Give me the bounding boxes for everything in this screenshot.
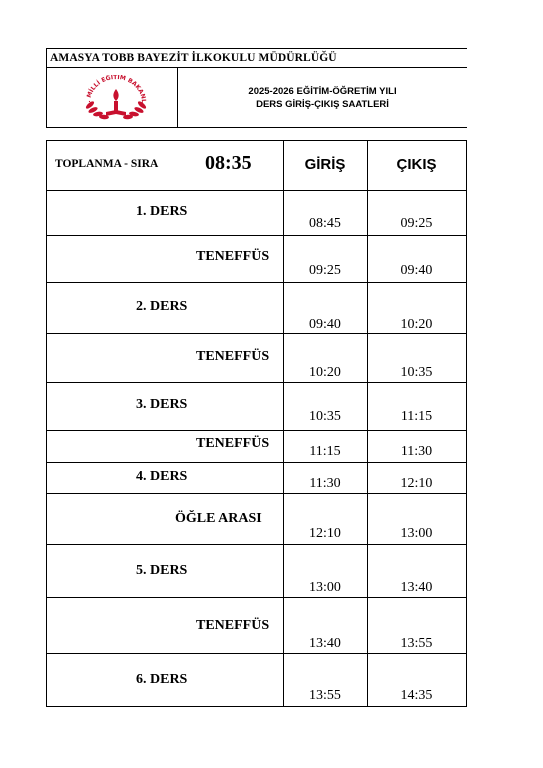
school-name: AMASYA TOBB BAYEZİT İLKOKULU MÜDÜRLÜĞÜ [50, 52, 337, 64]
entry-time: 13:55 [309, 688, 341, 703]
header-divider [46, 67, 467, 68]
exit-time: 10:35 [400, 365, 433, 380]
row-line [46, 282, 467, 283]
table-bottom-border [46, 706, 467, 707]
row-label: 6. DERS [136, 672, 188, 687]
exit-time: 09:40 [400, 263, 433, 278]
svg-text:T.C. MİLLİ EĞİTİM BAKANLIĞI [70, 75, 147, 103]
header-bottom-border [46, 127, 467, 128]
row-line [46, 382, 467, 383]
row-label: 3. DERS [136, 397, 188, 412]
entry-time: 13:00 [309, 580, 341, 595]
row-line [46, 544, 467, 545]
exit-time: 09:25 [400, 216, 433, 231]
row-label: TENEFFÜS [196, 349, 270, 364]
entry-time: 11:30 [309, 476, 341, 491]
exit-time: 12:10 [400, 476, 433, 491]
entry-time: 09:25 [309, 263, 341, 278]
row-label: ÖĞLE ARASI [175, 511, 262, 526]
row-line [46, 493, 467, 494]
row-label: TENEFFÜS [196, 249, 270, 264]
table-top-border [46, 140, 467, 141]
row-label: TENEFFÜS [196, 436, 270, 451]
exit-time: 13:00 [400, 526, 433, 541]
entry-time: 11:15 [309, 444, 341, 459]
row-label: 2. DERS [136, 299, 188, 314]
header-inner-divider [177, 67, 178, 128]
table-right-border [466, 140, 467, 706]
exit-time: 11:15 [400, 409, 433, 424]
assembly-time: 08:35 [205, 152, 252, 174]
exit-time: 13:55 [400, 636, 433, 651]
table-left-border [46, 140, 47, 706]
exit-column-header: ÇIKIŞ [396, 156, 437, 173]
row-line [46, 430, 467, 431]
header-top-border [46, 48, 467, 49]
exit-time: 10:20 [400, 317, 433, 332]
row-line [46, 653, 467, 654]
schedule-subtitle: DERS GİRİŞ-ÇIKIŞ SAATLERİ [256, 99, 389, 110]
entry-time: 10:35 [309, 409, 341, 424]
row-label: 4. DERS [136, 469, 188, 484]
assembly-label: TOPLANMA - SIRA [55, 158, 159, 170]
row-line [46, 597, 467, 598]
row-label: TENEFFÜS [196, 618, 270, 633]
entry-time: 13:40 [309, 636, 341, 651]
ministry-emblem-icon [70, 75, 162, 121]
row-label: 5. DERS [136, 563, 188, 578]
ministry-logo [70, 75, 162, 121]
logo-text: . MİLLİ EĞİTİM BAKANL [84, 75, 148, 104]
academic-year-title: 2025-2026 EĞİTİM-ÖĞRETİM YILI [248, 86, 397, 97]
entry-column-header: GİRİŞ [304, 156, 346, 173]
exit-time: 11:30 [400, 444, 433, 459]
exit-time: 14:35 [400, 688, 433, 703]
row-label: 1. DERS [136, 204, 188, 219]
row-line [46, 333, 467, 334]
entry-time: 10:20 [309, 365, 341, 380]
header-left-border [46, 48, 47, 128]
entry-time: 09:40 [309, 317, 341, 332]
entry-time: 12:10 [309, 526, 341, 541]
exit-time: 13:40 [400, 580, 433, 595]
row-line [46, 462, 467, 463]
entry-time: 08:45 [309, 216, 341, 231]
row-line [46, 235, 467, 236]
row-line [46, 190, 467, 191]
